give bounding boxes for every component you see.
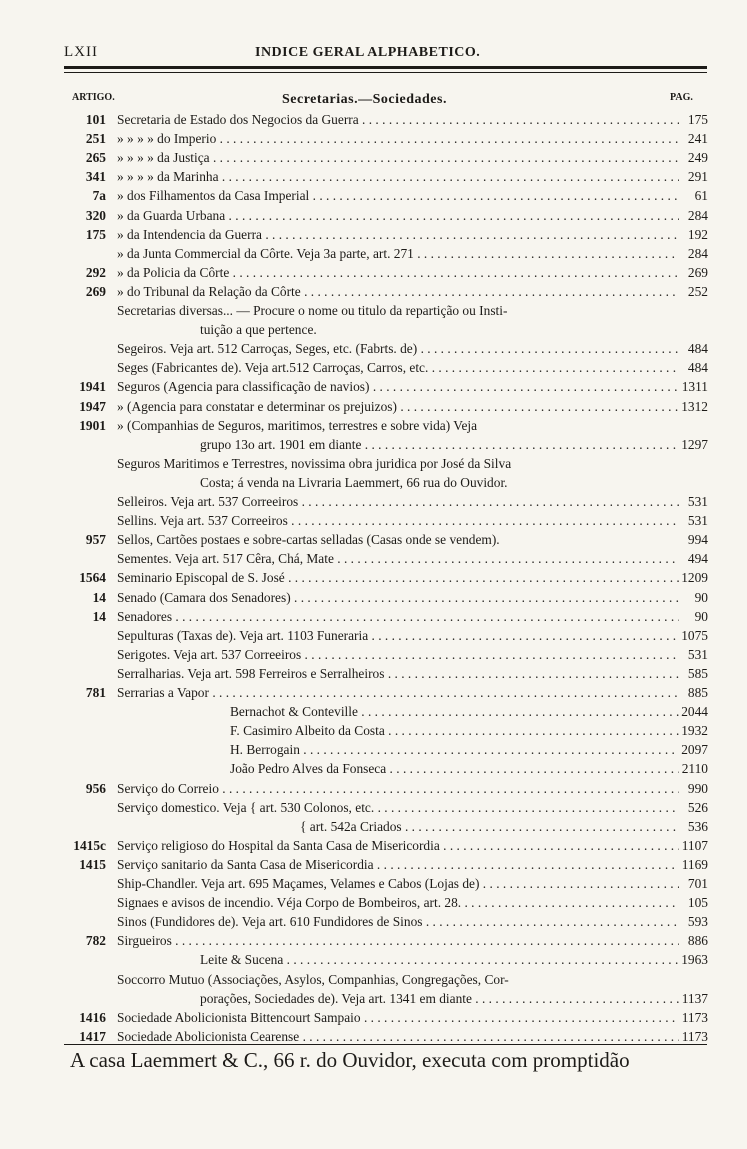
entry-article-number: 175 [85,226,106,242]
entry-text: { art. 542a Criados . . . [300,817,679,837]
entry-text: Segeiros. Veja art. 512 Carroças, Seges, etc. (Fabrts. de) . . . [117,339,679,359]
entry-text: Sementes. Veja art. 517 Cêra, Chá, Mate . . . [117,549,679,569]
index-entry [0,358,747,378]
index-entry [0,931,747,951]
entry-article-number: 7a [92,188,106,204]
entry-page-number: 484 [687,341,708,357]
entry-page-number: 192 [687,226,708,242]
entry-page-number: 531 [687,646,708,662]
entry-article-number: 251 [85,131,106,147]
index-entry [0,874,747,894]
index-entry [0,855,747,875]
entry-text: » do Tribunal da Relação da Côrte . . . [117,282,679,302]
entry-text: H. Berrogain . . . [230,740,679,760]
entry-page-number: 284 [687,245,708,261]
index-entry [0,492,747,512]
entry-page-number: 269 [687,264,708,280]
entry-page-number: 175 [687,112,708,127]
entry-page-number: 1311 [681,379,708,395]
section-heading: Secretarias.—Sociedades. [282,92,447,107]
index-entry [0,1008,747,1028]
header-rule [64,66,707,69]
entry-page-number: 885 [687,685,708,700]
entry-page-number: 1932 [681,723,708,739]
index-entry [0,263,747,283]
entry-page-number: 536 [687,818,708,834]
index-entry [0,893,747,913]
page-title: INDICE GERAL ALPHABETICO. [255,45,481,60]
index-entry [0,626,747,646]
index-entry [0,225,747,245]
entry-text: Senado (Camara dos Senadores) . . . [117,588,679,608]
entry-article-number: 1564 [79,570,106,586]
entry-page-number: 886 [687,933,708,949]
entry-text: Sirgueiros . . . [117,931,679,951]
entry-page-number: 484 [687,360,708,376]
entry-text: Signaes e avisos de incendio. Véja Corpo de Bombeiros, art. 28. . . . [117,893,679,913]
entry-page-number: 1297 [681,436,708,452]
page-number: LXII [64,44,98,60]
index-entry [0,473,747,493]
entry-page-number: 90 [694,608,708,624]
entry-page-number: 241 [687,131,708,147]
entry-page-number: 61 [694,188,708,204]
entry-page-number: 531 [687,513,708,529]
column-header-pag: PAG. [670,92,693,103]
entry-page-number: 1137 [681,990,708,1006]
entry-page-number: 90 [694,589,708,605]
entry-text: grupo 13o art. 1901 em diante . . . [200,435,679,455]
entry-text: » dos Filhamentos da Casa Imperial . . . [117,186,679,206]
index-entry [0,721,747,741]
index-entry [0,416,747,436]
entry-article-number: 14 [92,589,106,605]
entry-text: Sellins. Veja art. 537 Correeiros . . . [117,511,679,531]
entry-text: » » » » da Justiça . . . [117,148,679,168]
entry-text: Sinos (Fundidores de). Veja art. 610 Fundidores de Sinos . . . [117,912,679,932]
entry-text: Seguros (Agencia para classificação de navios) . . . [117,377,679,397]
index-entry [0,377,747,397]
entry-page-number: 1075 [681,627,708,643]
entry-article-number: 269 [85,283,106,299]
entry-page-number: 1173 [681,1028,708,1044]
index-entry [0,798,747,818]
entry-page-number: 252 [687,283,708,299]
entry-article-number: 292 [85,264,106,280]
entry-page-number: 2097 [681,742,708,758]
entry-article-number: 1416 [79,1009,106,1025]
entry-article-number: 957 [85,532,106,548]
header-rule-thin [64,72,707,73]
entry-text: » » » » do Imperio . . . [117,129,679,149]
index-entry [0,989,747,1009]
entry-text: Sociedade Abolicionista Cearense . . . [117,1027,679,1047]
entry-page-number: 2110 [681,761,708,777]
entry-article-number: 1415c [73,837,106,853]
entry-text: Senadores . . . [117,607,679,627]
entry-text: Serviço sanitario da Santa Casa de Misericordia . . . [117,855,679,875]
index-entry [0,950,747,970]
entry-text: Seminario Episcopal de S. José . . . [117,568,679,588]
entry-text: » da Junta Commercial da Côrte. Veja 3a parte, art. 271 . . . [117,244,679,264]
entry-text: » » » » da Marinha . . . [117,167,679,187]
entry-text: Serralharias. Veja art. 598 Ferreiros e Serralheiros . . . [117,664,679,684]
entry-page-number: 585 [687,665,708,681]
entry-page-number: 1209 [681,570,708,586]
entry-text: Serrarias a Vapor . . . [117,683,679,703]
entry-page-number: 1312 [681,398,708,414]
entry-text: Ship-Chandler. Veja art. 695 Maçames, Velames e Cabos (Lojas de) . . . [117,874,679,894]
index-entry [0,530,747,550]
entry-article-number: 1417 [79,1028,106,1044]
index-entry [0,244,747,264]
entry-article-number: 1415 [79,856,106,872]
entry-page-number: 1963 [681,952,708,968]
index-entry [0,970,747,990]
index-entry [0,607,747,627]
entry-text: Soccorro Mutuo (Associações, Asylos, Companhias, Congregações, Cor- [117,971,509,987]
index-entry [0,206,747,226]
entry-text: Serigotes. Veja art. 537 Correeiros . . . [117,645,679,665]
index-entry [0,568,747,588]
entry-article-number: 782 [85,933,106,949]
entry-text: Seges (Fabricantes de). Veja art.512 Carroças, Carros, etc. . . . [117,358,679,378]
index-entry [0,129,747,149]
index-entry [0,339,747,359]
entry-article-number: 1901 [79,417,106,433]
entry-text: Secretarias diversas... — Procure o nome ou titulo da repartição ou Insti- [117,303,508,318]
entry-text: Sociedade Abolicionista Bittencourt Sampaio . . . [117,1008,679,1028]
entry-page-number: 291 [687,169,708,185]
entry-page-number: 494 [687,551,708,567]
index-entry [0,779,747,799]
entry-article-number: 1941 [79,379,106,395]
index-entry [0,397,747,417]
entry-page-number: 105 [687,895,708,911]
entry-text: Seguros Maritimos e Terrestres, novissima obra juridica por José da Silva [117,455,512,471]
index-entry [0,282,747,302]
entry-article-number: 341 [85,169,106,185]
entry-text: Serviço religioso do Hospital da Santa Casa de Misericordia . . . [117,836,679,856]
entry-page-number: 990 [687,780,708,796]
footer-rule [64,1044,707,1045]
index-entry [0,148,747,168]
entry-article-number: 1947 [79,398,106,414]
index-entry [0,186,747,206]
entry-text: Secretaria de Estado dos Negocios da Guerra . . . [117,110,679,130]
index-entry [0,912,747,932]
entry-page-number: 1169 [681,856,708,872]
entry-text: João Pedro Alves da Fonseca . . . [230,759,679,779]
index-entry [0,759,747,779]
entry-article-number: 956 [85,780,106,796]
index-entry [0,664,747,684]
entry-text: » da Intendencia da Guerra . . . [117,225,679,245]
entry-page-number: 526 [687,799,708,815]
entry-text: tuição a que pertence. [200,322,317,338]
entry-page-number: 2044 [681,704,708,720]
entry-text: Leite & Sucena . . . [200,950,679,970]
index-entry [0,320,747,340]
entry-text: F. Casimiro Albeito da Costa . . . [230,721,679,741]
index-entry [0,645,747,665]
entry-article-number: 265 [85,150,106,166]
entry-page-number: 994 [687,532,708,548]
index-entry [0,740,747,760]
entry-page-number: 1107 [681,837,708,853]
index-entry [0,549,747,569]
entry-text: porações, Sociedades de). Veja art. 1341 em diante . . . [200,989,679,1009]
entry-text: Bernachot & Conteville . . . [230,702,679,722]
entry-article-number: 14 [92,608,106,624]
index-entry [0,836,747,856]
index-entry [0,435,747,455]
entry-text: » (Agencia para constatar e determinar os prejuizos) . . . [117,397,679,417]
entry-text: » da Policia da Côrte . . . [117,263,679,283]
entry-page-number: 1173 [681,1009,708,1025]
footer-advert: A casa Laemmert & C., 66 r. do Ouvidor, executa com promptidão [70,1048,630,1072]
entry-page-number: 249 [687,150,708,166]
index-entry [0,702,747,722]
entry-text: Sellos, Cartões postaes e sobre-cartas selladas (Casas onde se vendem). [117,532,500,548]
entry-article-number: 101 [85,112,106,127]
entry-page-number: 284 [687,207,708,223]
entry-article-number: 320 [85,207,106,223]
index-entry [0,511,747,531]
index-entry [0,454,747,474]
index-entry [0,110,747,130]
index-entry [0,588,747,608]
index-entry [0,817,747,837]
entry-text: Serviço do Correio . . . [117,779,679,799]
entry-page-number: 701 [687,876,708,891]
entry-text: » da Guarda Urbana . . . [117,206,679,226]
index-entry [0,301,747,321]
entry-article-number: 781 [85,685,106,700]
entry-text: Serviço domestico. Veja { art. 530 Colonos, etc. . . . [117,798,679,818]
entry-page-number: 531 [687,494,708,509]
entry-page-number: 593 [687,914,708,930]
entry-text: » (Companhias de Seguros, maritimos, terrestres e sobre vida) Veja [117,417,478,433]
index-entry [0,167,747,187]
entry-text: Sepulturas (Taxas de). Veja art. 1103 Funeraria . . . [117,626,679,646]
entry-text: Selleiros. Veja art. 537 Correeiros . . . [117,492,679,512]
column-header-artigo: ARTIGO. [72,92,115,103]
entry-text: Costa; á venda na Livraria Laemmert, 66 rua do Ouvidor. [200,474,508,490]
index-entry [0,683,747,703]
